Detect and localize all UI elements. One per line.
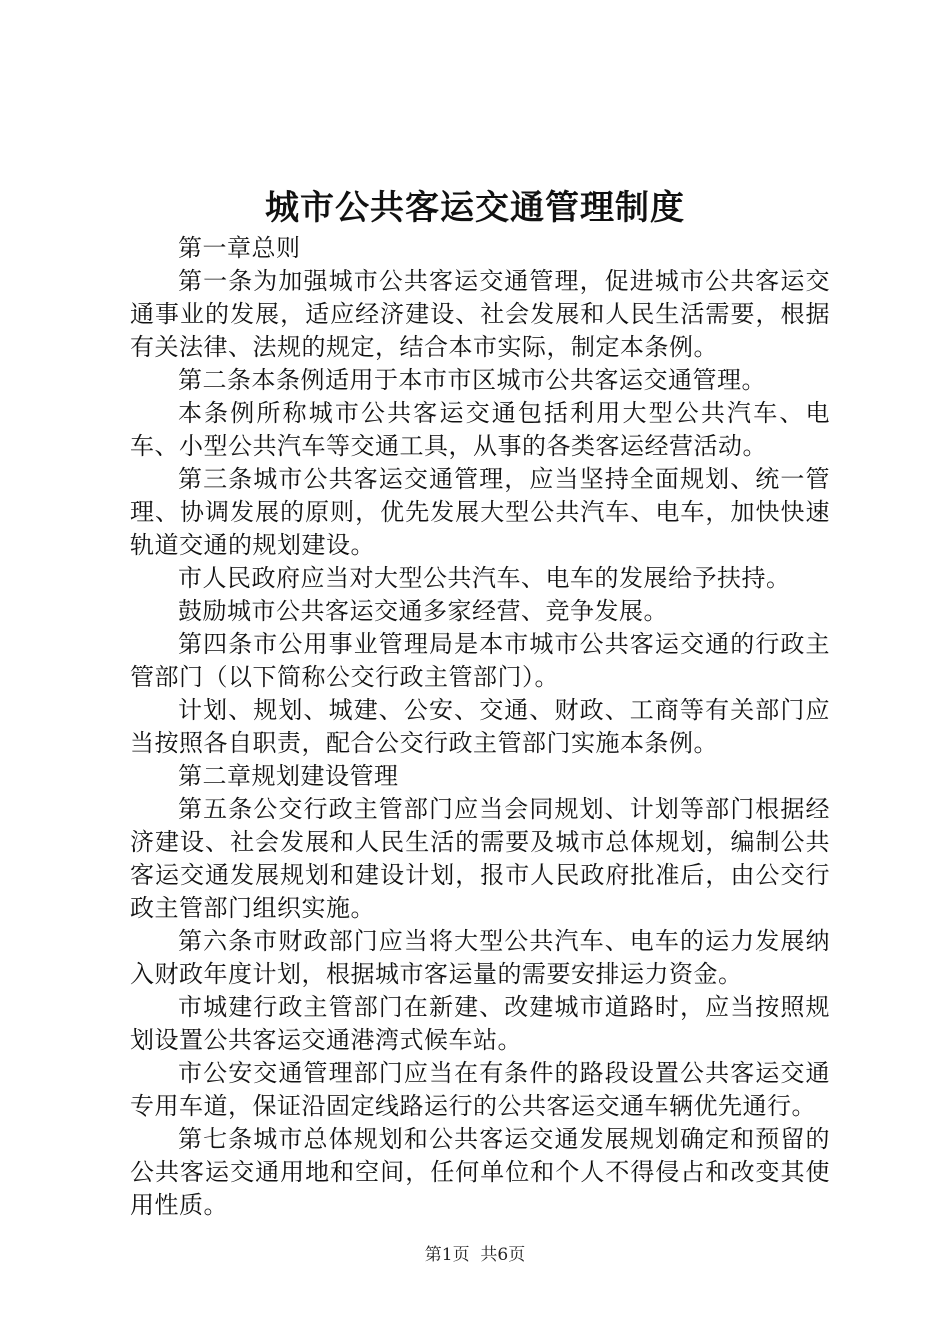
page-footer [0,1243,950,1267]
article-paragraph: 本条例所称城市公共客运交通包括利用大型公共汽车、电车、小型公共汽车等交通工具，从事的各类客运经营活动。 [130,399,830,460]
chapter-heading: 第一章总则 [178,234,301,262]
article-paragraph: 第三条城市公共客运交通管理，应当坚持全面规划、统一管理、协调发展的原则，优先发展大型公共汽车、电车，加快快速轨道交通的规划建设。 [130,465,830,559]
article-paragraph: 市公安交通管理部门应当在有条件的路段设置公共客运交通专用车道，保证沿固定线路运行的公共客运交通车辆优先通行。 [130,1059,830,1120]
page-total: 共6页 [480,1245,526,1265]
article-paragraph: 第七条城市总体规划和公共客运交通发展规划确定和预留的公共客运交通用地和空间，任何单位和个人不得侵占和改变其使用性质。 [130,1125,830,1219]
page-number: 第1页 [424,1245,470,1265]
article-paragraph: 鼓励城市公共客运交通多家经营、竞争发展。 [178,597,668,625]
article-paragraph: 第五条公交行政主管部门应当会同规划、计划等部门根据经济建设、社会发展和人民生活的需要及城市总体规划，编制公共客运交通发展规划和建设计划，报市人民政府批准后，由公交行政主管部门组织实施。 [130,795,830,922]
article-paragraph: 市城建行政主管部门在新建、改建城市道路时，应当按照规划设置公共客运交通港湾式候车站。 [130,993,830,1054]
article-paragraph: 计划、规划、城建、公安、交通、财政、工商等有关部门应当按照各自职责，配合公交行政主管部门实施本条例。 [130,696,830,757]
article-paragraph: 第六条市财政部门应当将大型公共汽车、电车的运力发展纳入财政年度计划，根据城市客运量的需要安排运力资金。 [130,927,830,988]
article-paragraph: 第一条为加强城市公共客运交通管理，促进城市公共客运交通事业的发展，适应经济建设、社会发展和人民生活需要，根据有关法律、法规的规定，结合本市实际，制定本条例。 [130,267,830,361]
article-paragraph: 第二条本条例适用于本市市区城市公共客运交通管理。 [178,366,766,394]
chapter-heading: 第二章规划建设管理 [178,762,399,790]
article-paragraph: 第四条市公用事业管理局是本市城市公共客运交通的行政主管部门（以下简称公交行政主管部门）。 [130,630,830,691]
article-paragraph: 市人民政府应当对大型公共汽车、电车的发展给予扶持。 [178,564,791,592]
document-title: 城市公共客运交通管理制度 [265,188,685,228]
document-body [130,232,830,1222]
